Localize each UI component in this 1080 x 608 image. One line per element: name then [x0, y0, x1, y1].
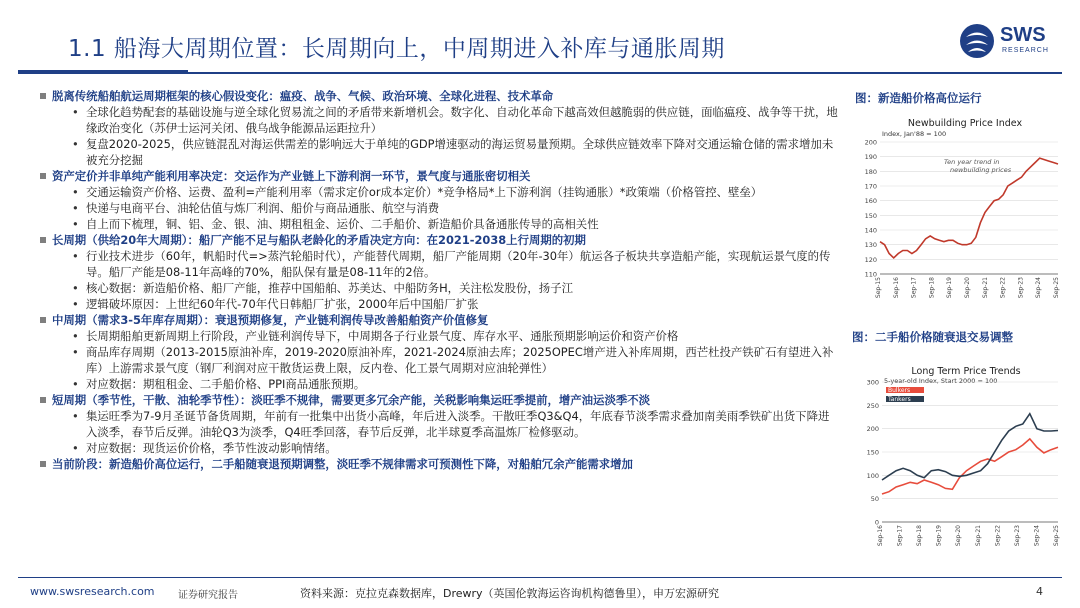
chart-subtitle: Index, Jan'88 = 100	[882, 130, 947, 138]
page-title: 1.1 船海大周期位置：长周期向上，中周期进入补库与通胀周期	[68, 36, 725, 62]
bullet-item: • 对应数据：现货运价价格，季节性波动影响情绪。	[30, 440, 840, 456]
x-tick-label: Sep-15	[875, 277, 882, 299]
series-line-0	[882, 439, 1058, 494]
footer-report-label: 证券研究报告	[178, 590, 238, 601]
chart-title: Newbuilding Price Index	[907, 118, 1023, 129]
x-tick-label: Sep-16	[892, 277, 900, 299]
x-tick-label: Sep-19	[946, 277, 954, 299]
section-heading: 当前阶段：新造船价高位运行，二手船随衰退预期调整，淡旺季不规律需求可预测性下降，对船舶冗余产能需求增加	[30, 456, 840, 472]
chart-annotation-line2: newbuilding prices	[950, 166, 1012, 174]
y-tick-label: 150	[864, 211, 877, 220]
bullet-item: • 逻辑破坏原因：上世纪60年代-70年代日韩船厂扩张，2000年后中国船厂扩张	[30, 296, 840, 312]
figure-2-title: 图：二手船价格随衰退交易调整	[852, 330, 1013, 344]
figure-1-title: 图：新造船价格高位运行	[855, 91, 982, 105]
bullet-item: • 对应数据：期租租金、二手船价格、PPI商品通胀预期。	[30, 376, 840, 392]
y-tick-label: 50	[870, 495, 879, 504]
x-tick-label: Sep-22	[994, 525, 1002, 547]
legend-label-tankers: Tankers	[888, 396, 911, 403]
x-tick-label: Sep-22	[999, 277, 1007, 299]
bullet-item: • 行业技术进步（60年，帆船时代=>蒸汽轮船时代），产能替代周期，船厂产能周期（20年-30年）航运各子板块共享造船产能，实现航运景气度的传导。船厂产能是08-11年高峰的70%，船队保有量是08-11年的2倍。	[30, 248, 840, 280]
y-tick-label: 150	[866, 448, 879, 457]
sws-logo-icon	[958, 22, 996, 60]
y-tick-label: 120	[864, 255, 877, 264]
chart-subtitle: 5-year-old Index, Start 2000 = 100	[884, 377, 998, 385]
section-heading: 资产定价并非单纯产能利用率决定：交运作为产业链上下游利润一环节，景气度与通胀密切相关	[30, 168, 840, 184]
chart-title: Long Term Price Trends	[911, 366, 1021, 377]
x-tick-label: Sep-23	[1017, 277, 1025, 299]
y-tick-label: 300	[866, 378, 879, 387]
y-tick-label: 110	[864, 270, 877, 279]
bullet-item: • 长周期船舶更新周期上行阶段，产业链利润传导下，中周期各子行业景气度、库存水平、通胀预期影响运价和资产价格	[30, 328, 840, 344]
x-tick-label: Sep-23	[1013, 525, 1021, 547]
bullet-item: • 交通运输资产价格、运费、盈利=产能利用率（需求定价or成本定价）*竞争格局*上下游利润（挂钩通胀）*政策端（价格管控、壁垒）	[30, 184, 840, 200]
y-tick-label: 0	[874, 518, 879, 527]
y-tick-label: 190	[864, 153, 877, 162]
x-tick-label: Sep-16	[877, 525, 884, 547]
footer-source: 资料来源：克拉克森数据库，Drewry（英国伦敦海运咨询机构德鲁里），申万宏源研究	[300, 587, 720, 600]
logo-text: SWS	[1000, 24, 1046, 46]
newbuilding-price-chart	[852, 112, 1066, 312]
page-number: 4	[1036, 585, 1043, 598]
x-tick-label: Sep-25	[1053, 525, 1060, 547]
x-tick-label: Sep-24	[1035, 277, 1043, 299]
y-tick-label: 200	[866, 425, 879, 434]
bullet-item: • 自上而下梳理，铜、铝、金、银、油、期租租金、运价、二手船价、新造船价具备通胀传导的高相关性	[30, 216, 840, 232]
x-tick-label: Sep-19	[935, 525, 943, 547]
x-tick-label: Sep-18	[928, 277, 936, 299]
title-accent-bar	[18, 70, 188, 74]
bullet-item: • 全球化趋势配套的基础设施与逆全球化贸易流之间的矛盾带来新增机会。数字化、自动化革命下越高效但越脆弱的供应链，面临瘟疫、战争等干扰，地缘政治变化（苏伊士运河关闭、俄乌战争能源品运距拉升）	[30, 104, 840, 136]
secondhand-price-chart	[852, 352, 1066, 560]
y-tick-label: 180	[864, 167, 877, 176]
y-tick-label: 100	[866, 471, 879, 480]
x-tick-label: Sep-20	[964, 277, 971, 299]
x-tick-label: Sep-21	[981, 277, 989, 299]
footer-divider	[18, 577, 1062, 578]
x-tick-label: Sep-25	[1053, 277, 1060, 299]
y-tick-label: 200	[864, 138, 877, 147]
x-tick-label: Sep-17	[896, 525, 904, 547]
bullet-item: • 核心数据：新造船价格、船厂产能，推荐中国船舶、苏美达、中船防务H，关注松发股份，扬子江	[30, 280, 840, 296]
y-tick-label: 140	[864, 226, 877, 235]
y-tick-label: 130	[864, 241, 877, 250]
bullet-item: • 快递与电商平台、油轮估值与炼厂利润、船价与商品通胀、航空与消费	[30, 200, 840, 216]
bullet-item: • 复盘2020-2025，供应链混乱对海运供需差的影响远大于单纯的GDP增速驱动的海运贸易量预期。全球供应链效率下降对交通运输仓储的需求增加未被充分挖掘	[30, 136, 840, 168]
y-tick-label: 250	[866, 401, 879, 410]
bullet-item: • 商品库存周期（2013-2015原油补库，2019-2020原油补库，2021-2024原油去库；2025OPEC增产进入补库周期，西芒杜投产铁矿石有望进入补库）上游需求景气度（钢厂利润对应干散货运费上限，反内卷、化工景气周期对应油轮弹性）	[30, 344, 840, 376]
bullet-item: • 集运旺季为7-9月圣诞节备货周期，年前有一批集中出货小高峰，年后进入淡季。干散旺季Q3&Q4，年底春节淡季需求叠加南美雨季铁矿出货下降进入淡季，春节后反弹。油轮Q3为淡季，Q4旺季回落，春节后反弹，北半球夏季高温炼厂检修驱动。	[30, 408, 840, 440]
sws-logo	[958, 20, 1062, 60]
logo-subtext: RESEARCH	[1002, 47, 1049, 54]
series-line-1	[882, 414, 1058, 480]
section-heading: 长周期（供给20年大周期）：船厂产能不足与船队老龄化的矛盾决定方向：在2021-2038上行周期的初期	[30, 232, 840, 248]
x-tick-label: Sep-21	[974, 525, 982, 547]
bullet-content	[30, 88, 840, 472]
y-tick-label: 170	[864, 182, 877, 191]
section-heading: 中周期（需求3-5年库存周期）：衰退预期修复，产业链利润传导改善船舶资产价值修复	[30, 312, 840, 328]
x-tick-label: Sep-24	[1033, 525, 1041, 547]
x-tick-label: Sep-17	[910, 277, 918, 299]
section-heading: 短周期（季节性，干散、油轮季节性）：淡旺季不规律，需要更多冗余产能，关税影响集运旺季提前，增产油运淡季不淡	[30, 392, 840, 408]
y-tick-label: 160	[864, 197, 877, 206]
section-heading: 脱离传统船舶航运周期框架的核心假设变化：瘟疫、战争、气候、政治环境、全球化进程、技术革命	[30, 88, 840, 104]
x-tick-label: Sep-18	[916, 525, 924, 547]
legend-label-bulkers: Bulkers	[888, 387, 911, 394]
chart-annotation-line1: Ten year trend in	[944, 158, 1000, 166]
x-tick-label: Sep-20	[955, 525, 963, 547]
footer-website[interactable]: www.swsresearch.com	[30, 585, 155, 598]
